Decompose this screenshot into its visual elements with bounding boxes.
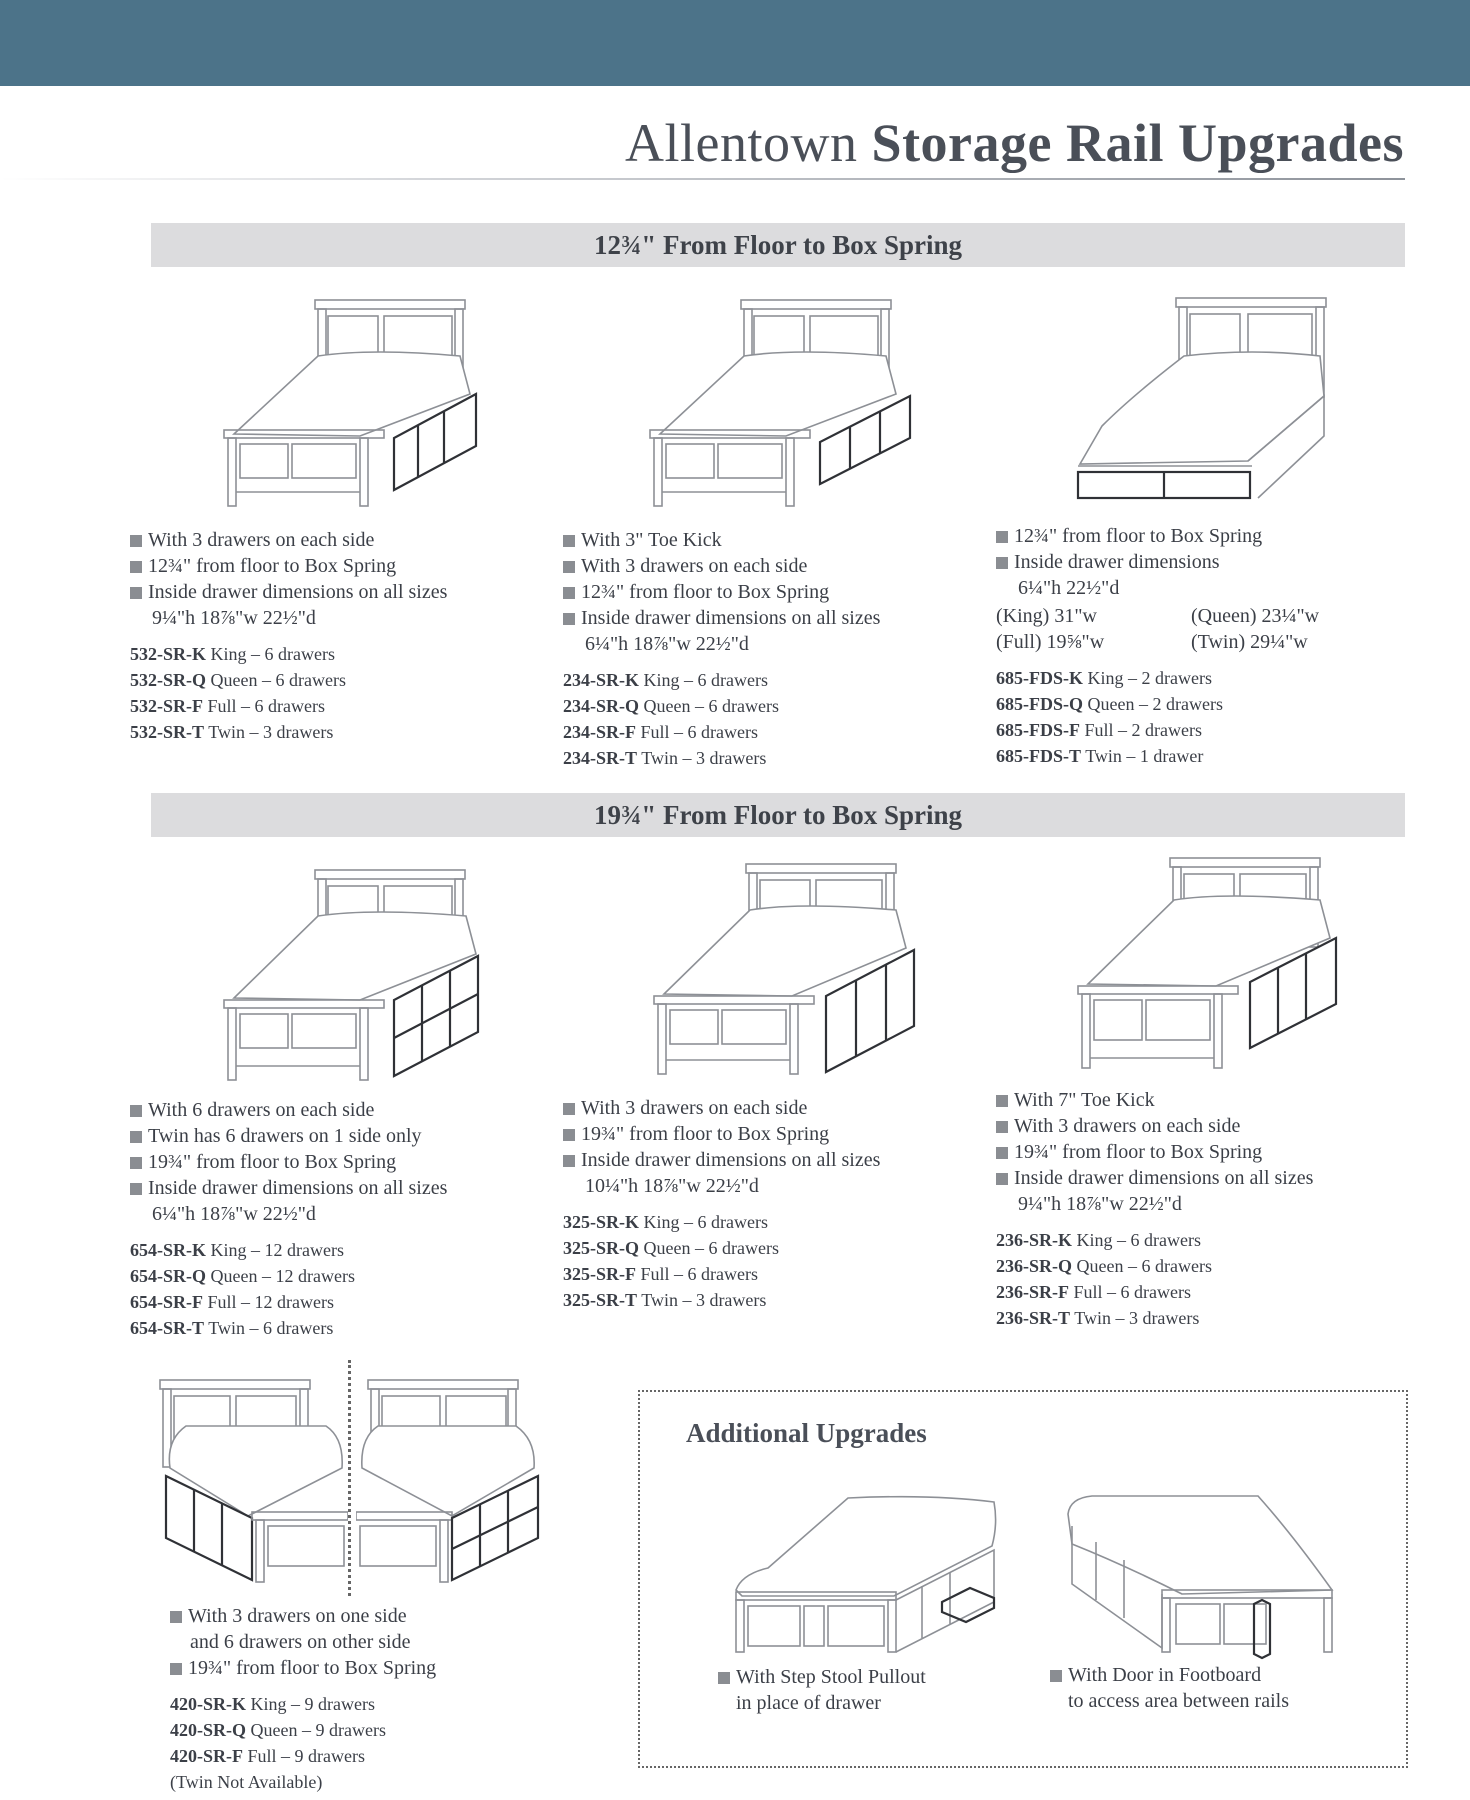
model-list xyxy=(563,1209,880,1313)
model-row: 420-SR-Q Queen – 9 drawers xyxy=(170,1720,386,1740)
divider-dotted xyxy=(348,1360,351,1596)
section1-col3 xyxy=(996,523,1386,769)
feature-item: 19¾" from floor to Box Spring xyxy=(170,1655,436,1681)
model-row: 236-SR-F Full – 6 drawers xyxy=(996,1282,1191,1302)
section-band-12-3-4: 12¾" From Floor to Box Spring xyxy=(151,223,1405,267)
bed-illustration-325 xyxy=(650,860,922,1080)
model-list xyxy=(170,1691,436,1795)
bed-illustration-654 xyxy=(222,866,490,1086)
model-row: 234-SR-F Full – 6 drawers xyxy=(563,722,758,742)
step-stool-illustration xyxy=(732,1494,1002,1660)
bullet-square-icon xyxy=(563,561,575,573)
model-list xyxy=(563,667,880,771)
feature-continuation: and 6 drawers on other side xyxy=(190,1631,411,1653)
feature-item: With Door in Footboard xyxy=(1050,1662,1289,1688)
feature-continuation: to access area between rails xyxy=(1068,1690,1289,1712)
header-band xyxy=(0,0,1470,86)
bullet-square-icon xyxy=(996,1121,1008,1133)
bullet-square-icon xyxy=(130,1105,142,1117)
bullet-square-icon xyxy=(130,587,142,599)
model-row: 532-SR-F Full – 6 drawers xyxy=(130,696,325,716)
model-row: 685-FDS-Q Queen – 2 drawers xyxy=(996,694,1223,714)
bullet-square-icon xyxy=(130,1157,142,1169)
feature-item: With 3 drawers on one side xyxy=(170,1603,436,1629)
feature-item: With 6 drawers on each side xyxy=(130,1097,447,1123)
model-row: 420-SR-F Full – 9 drawers xyxy=(170,1746,365,1766)
bullet-square-icon xyxy=(996,1173,1008,1185)
feature-item: With 3 drawers on each side xyxy=(563,1095,880,1121)
bed-illustration-236 xyxy=(1074,854,1346,1074)
feature-item: Inside drawer dimensions on all sizes xyxy=(996,1165,1313,1191)
feature-item: 19¾" from floor to Box Spring xyxy=(130,1149,447,1175)
bullet-square-icon xyxy=(170,1663,182,1675)
section1-col1 xyxy=(130,527,447,745)
title-bold: Storage Rail Upgrades xyxy=(871,113,1404,173)
additional-upgrades-title: Additional Upgrades xyxy=(686,1418,927,1448)
footboard-door-text xyxy=(1050,1662,1289,1714)
model-list xyxy=(130,1237,447,1341)
model-row: 236-SR-Q Queen – 6 drawers xyxy=(996,1256,1212,1276)
drawer-dimensions: 10¼"h 18⅞"w 22½"d xyxy=(585,1175,759,1197)
bullet-square-icon xyxy=(996,531,1008,543)
model-row: 654-SR-F Full – 12 drawers xyxy=(130,1292,334,1312)
feature-item: Inside drawer dimensions on all sizes xyxy=(563,605,880,631)
model-row: 685-FDS-T Twin – 1 drawer xyxy=(996,746,1204,766)
model-row: 234-SR-Q Queen – 6 drawers xyxy=(563,696,779,716)
section2-col2 xyxy=(563,1095,880,1313)
model-row: 685-FDS-F Full – 2 drawers xyxy=(996,720,1202,740)
feature-item: With 3 drawers on each side xyxy=(996,1113,1313,1139)
bullet-square-icon xyxy=(563,1103,575,1115)
section1-col2 xyxy=(563,527,880,771)
title-underline xyxy=(0,178,1405,180)
bullet-square-icon xyxy=(563,535,575,547)
step-stool-text xyxy=(718,1664,926,1716)
footboard-door-illustration xyxy=(1062,1494,1338,1660)
model-row: 532-SR-K King – 6 drawers xyxy=(130,644,335,664)
feature-continuation: in place of drawer xyxy=(736,1692,881,1714)
width-twin: (Twin) 29¼"w xyxy=(1191,631,1308,653)
width-king: (King) 31"w xyxy=(996,605,1097,627)
feature-item: 12¾" from floor to Box Spring xyxy=(996,523,1386,549)
mixed-rail-text xyxy=(170,1603,436,1795)
model-row: 532-SR-T Twin – 3 drawers xyxy=(130,722,334,742)
model-row: 325-SR-F Full – 6 drawers xyxy=(563,1264,758,1284)
feature-item: 12¾" from floor to Box Spring xyxy=(563,579,880,605)
feature-item: With 3 drawers on each side xyxy=(130,527,447,553)
feature-item: 19¾" from floor to Box Spring xyxy=(996,1139,1313,1165)
model-list xyxy=(996,665,1386,769)
model-row: 654-SR-Q Queen – 12 drawers xyxy=(130,1266,355,1286)
feature-item: Inside drawer dimensions on all sizes xyxy=(130,1175,447,1201)
feature-item: Twin has 6 drawers on 1 side only xyxy=(130,1123,447,1149)
section2-col3 xyxy=(996,1087,1313,1331)
title-light: Allentown xyxy=(625,113,858,173)
bullet-square-icon xyxy=(130,561,142,573)
bullet-square-icon xyxy=(1050,1670,1062,1682)
feature-item: With 3" Toe Kick xyxy=(563,527,880,553)
model-list xyxy=(130,641,447,745)
model-row: 654-SR-T Twin – 6 drawers xyxy=(130,1318,334,1338)
model-row: 234-SR-T Twin – 3 drawers xyxy=(563,748,767,768)
drawer-dimensions: 6¼"h 22½"d xyxy=(1018,577,1120,599)
drawer-dimensions: 6¼"h 18⅞"w 22½"d xyxy=(585,633,749,655)
feature-item: Inside drawer dimensions on all sizes xyxy=(563,1147,880,1173)
bullet-square-icon xyxy=(996,557,1008,569)
bullet-square-icon xyxy=(563,613,575,625)
section2-col1 xyxy=(130,1097,447,1341)
bed-illustration-685 xyxy=(1072,296,1342,516)
bullet-square-icon xyxy=(130,1131,142,1143)
bullet-square-icon xyxy=(563,1155,575,1167)
bed-illustration-234 xyxy=(648,296,916,516)
model-row: 236-SR-T Twin – 3 drawers xyxy=(996,1308,1200,1328)
bullet-square-icon xyxy=(996,1095,1008,1107)
drawer-dimensions: 6¼"h 18⅞"w 22½"d xyxy=(152,1203,316,1225)
bullet-square-icon xyxy=(996,1147,1008,1159)
twin-note: (Twin Not Available) xyxy=(170,1772,323,1792)
feature-item: 12¾" from floor to Box Spring xyxy=(130,553,447,579)
width-full: (Full) 19⅝"w xyxy=(996,631,1105,653)
bed-illustration-420-left xyxy=(156,1378,348,1586)
model-row: 325-SR-K King – 6 drawers xyxy=(563,1212,768,1232)
feature-item: With 7" Toe Kick xyxy=(996,1087,1313,1113)
model-row: 654-SR-K King – 12 drawers xyxy=(130,1240,344,1260)
bullet-square-icon xyxy=(130,535,142,547)
model-list xyxy=(996,1227,1313,1331)
feature-item: Inside drawer dimensions xyxy=(996,549,1386,575)
model-row: 236-SR-K King – 6 drawers xyxy=(996,1230,1201,1250)
bullet-square-icon xyxy=(563,587,575,599)
page-title xyxy=(625,112,1404,174)
drawer-dimensions: 9¼"h 18⅞"w 22½"d xyxy=(152,607,316,629)
model-row: 420-SR-K King – 9 drawers xyxy=(170,1694,375,1714)
bullet-square-icon xyxy=(130,1183,142,1195)
model-row: 325-SR-Q Queen – 6 drawers xyxy=(563,1238,779,1258)
feature-item: With 3 drawers on each side xyxy=(563,553,880,579)
drawer-dimensions: 9¼"h 18⅞"w 22½"d xyxy=(1018,1193,1182,1215)
model-row: 325-SR-T Twin – 3 drawers xyxy=(563,1290,767,1310)
feature-item: With Step Stool Pullout xyxy=(718,1664,926,1690)
bullet-square-icon xyxy=(563,1129,575,1141)
feature-item: 19¾" from floor to Box Spring xyxy=(563,1121,880,1147)
drawer-widths-grid xyxy=(996,603,1386,655)
bullet-square-icon xyxy=(718,1672,730,1684)
section-band-19-3-4: 19¾" From Floor to Box Spring xyxy=(151,793,1405,837)
bullet-square-icon xyxy=(170,1611,182,1623)
bed-illustration-532 xyxy=(222,296,490,516)
model-row: 685-FDS-K King – 2 drawers xyxy=(996,668,1212,688)
width-queen: (Queen) 23¼"w xyxy=(1191,605,1320,627)
model-row: 234-SR-K King – 6 drawers xyxy=(563,670,768,690)
model-row: 532-SR-Q Queen – 6 drawers xyxy=(130,670,346,690)
feature-item: Inside drawer dimensions on all sizes xyxy=(130,579,447,605)
bed-illustration-420-right xyxy=(356,1378,548,1586)
